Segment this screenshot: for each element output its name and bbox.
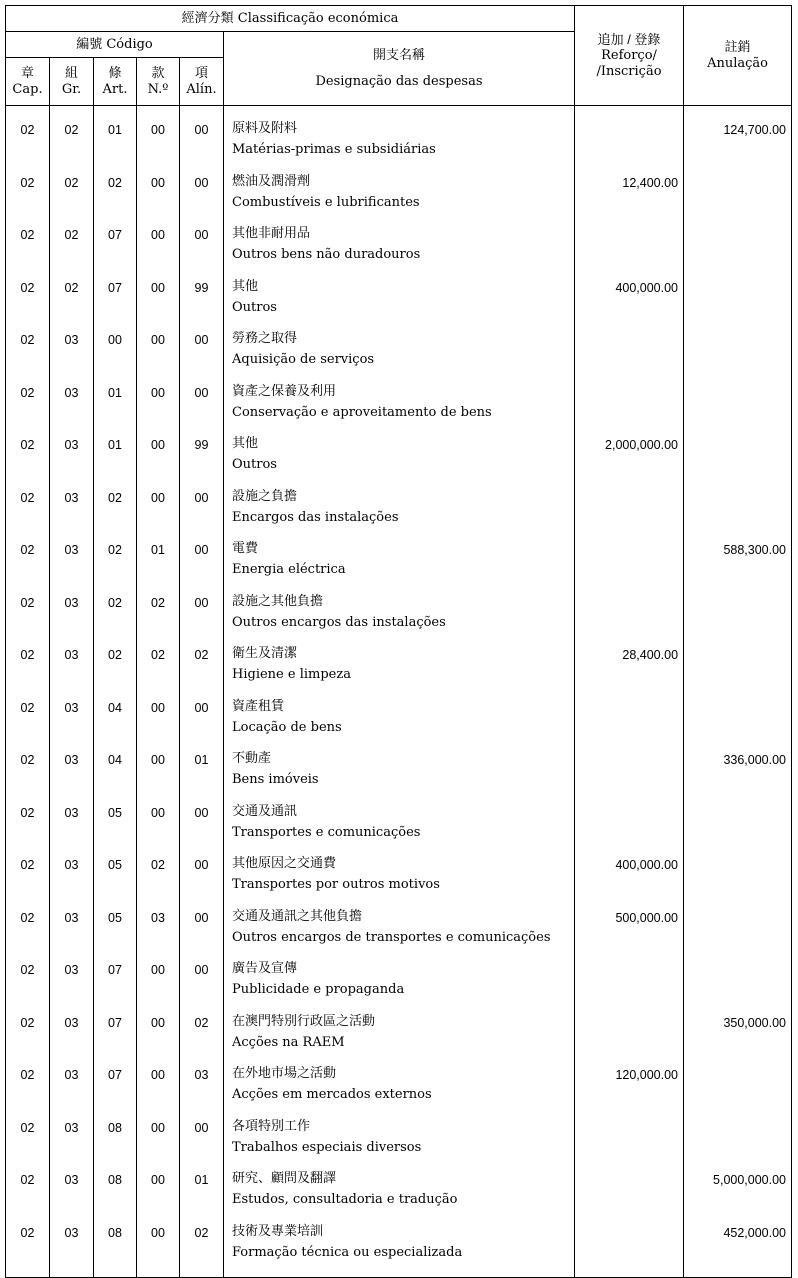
designation-zh: 資產之保養及利用 bbox=[232, 383, 337, 399]
designation-pt: Acções em mercados externos bbox=[232, 1087, 432, 1102]
code-no: 00 bbox=[137, 274, 180, 327]
table-row bbox=[6, 326, 792, 379]
code-art: 04 bbox=[94, 694, 137, 747]
col-cap-header bbox=[6, 58, 50, 106]
table-row bbox=[6, 379, 792, 432]
code-art: 07 bbox=[94, 274, 137, 327]
code-gr: 03 bbox=[50, 1166, 94, 1219]
designation-cell bbox=[224, 484, 575, 537]
code-art: 07 bbox=[94, 1009, 137, 1062]
anulacao-amount bbox=[684, 379, 792, 432]
code-art: 08 bbox=[94, 1219, 137, 1272]
code-art: 01 bbox=[94, 116, 137, 169]
code-alin: 01 bbox=[180, 1166, 224, 1219]
code-alin: 02 bbox=[180, 1219, 224, 1272]
code-no: 00 bbox=[137, 169, 180, 222]
code-art: 07 bbox=[94, 1061, 137, 1114]
code-cap: 02 bbox=[6, 799, 50, 852]
code-alin: 03 bbox=[180, 1061, 224, 1114]
code-gr: 03 bbox=[50, 799, 94, 852]
code-cap: 02 bbox=[6, 1114, 50, 1167]
reforco-amount: 400,000.00 bbox=[575, 274, 684, 327]
codigo-header bbox=[6, 32, 224, 58]
anulacao-amount bbox=[684, 431, 792, 484]
code-no: 00 bbox=[137, 431, 180, 484]
reforco-header bbox=[575, 6, 684, 106]
col-alin-header bbox=[180, 58, 224, 106]
anulacao-header bbox=[684, 6, 792, 106]
code-gr: 02 bbox=[50, 116, 94, 169]
reforco-amount bbox=[575, 799, 684, 852]
designation-cell bbox=[224, 1114, 575, 1167]
reforco-amount bbox=[575, 956, 684, 1009]
code-gr: 03 bbox=[50, 956, 94, 1009]
designation-pt: Aquisição de serviços bbox=[232, 352, 375, 367]
reforco-amount: 400,000.00 bbox=[575, 851, 684, 904]
reforco-amount bbox=[575, 326, 684, 379]
designation-pt: Higiene e limpeza bbox=[232, 667, 351, 682]
anulacao-amount: 124,700.00 bbox=[684, 116, 792, 169]
code-cap: 02 bbox=[6, 116, 50, 169]
designation-zh: 各項特別工作 bbox=[232, 1118, 311, 1134]
code-art: 07 bbox=[94, 221, 137, 274]
col-no-zh: 款 bbox=[151, 65, 165, 81]
code-no: 00 bbox=[137, 116, 180, 169]
reforco-amount bbox=[575, 484, 684, 537]
designation-cell bbox=[224, 536, 575, 589]
table-row bbox=[6, 589, 792, 642]
anulacao-amount: 336,000.00 bbox=[684, 746, 792, 799]
code-gr: 03 bbox=[50, 589, 94, 642]
code-cap: 02 bbox=[6, 379, 50, 432]
designation-zh: 資產租賃 bbox=[232, 698, 285, 714]
designation-pt: Locação de bens bbox=[232, 719, 342, 735]
table-row bbox=[6, 1114, 792, 1167]
reforco-amount bbox=[575, 1166, 684, 1219]
col-alin-pt: Alín. bbox=[186, 81, 217, 97]
anulacao-amount bbox=[684, 484, 792, 537]
designation-zh: 廣告及宣傳 bbox=[232, 961, 298, 976]
code-cap: 02 bbox=[6, 221, 50, 274]
col-cap-zh: 章 bbox=[20, 65, 34, 81]
col-no-header bbox=[137, 58, 180, 106]
designation-cell bbox=[224, 589, 575, 642]
anulacao-amount bbox=[684, 1061, 792, 1114]
designation-zh: 原料及附料 bbox=[232, 121, 298, 136]
classification-label: 經濟分類 Classificação económica bbox=[181, 10, 399, 26]
designation-zh: 技術及專業培訓 bbox=[232, 1223, 324, 1239]
designation-cell bbox=[224, 326, 575, 379]
code-gr: 03 bbox=[50, 431, 94, 484]
code-alin: 99 bbox=[180, 431, 224, 484]
designation-pt: Outros encargos de transportes e comunicações bbox=[232, 929, 551, 945]
code-gr: 03 bbox=[50, 536, 94, 589]
code-gr: 03 bbox=[50, 904, 94, 957]
designation-header bbox=[224, 32, 575, 106]
code-alin: 00 bbox=[180, 221, 224, 274]
code-alin: 00 bbox=[180, 694, 224, 747]
designation-cell bbox=[224, 799, 575, 852]
designation-pt: Publicidade e propaganda bbox=[232, 982, 405, 997]
code-alin: 99 bbox=[180, 274, 224, 327]
table-row bbox=[6, 116, 792, 169]
code-gr: 03 bbox=[50, 851, 94, 904]
budget-table bbox=[5, 5, 792, 1278]
designation-zh: 其他 bbox=[232, 436, 259, 451]
code-no: 00 bbox=[137, 1219, 180, 1272]
code-art: 08 bbox=[94, 1114, 137, 1167]
code-art: 01 bbox=[94, 379, 137, 432]
code-gr: 03 bbox=[50, 694, 94, 747]
designation-cell bbox=[224, 169, 575, 222]
reforco-amount bbox=[575, 536, 684, 589]
code-no: 00 bbox=[137, 694, 180, 747]
anulacao-amount: 5,000,000.00 bbox=[684, 1166, 792, 1219]
code-no: 00 bbox=[137, 956, 180, 1009]
code-art: 05 bbox=[94, 851, 137, 904]
code-art: 02 bbox=[94, 589, 137, 642]
code-gr: 03 bbox=[50, 746, 94, 799]
code-cap: 02 bbox=[6, 589, 50, 642]
designation-pt: Outros bbox=[232, 457, 277, 472]
anulacao-amount: 588,300.00 bbox=[684, 536, 792, 589]
table-row bbox=[6, 1219, 792, 1272]
anulacao-amount bbox=[684, 799, 792, 852]
code-cap: 02 bbox=[6, 1166, 50, 1219]
code-gr: 03 bbox=[50, 641, 94, 694]
table-row bbox=[6, 851, 792, 904]
reforco-amount bbox=[575, 589, 684, 642]
reforco-amount bbox=[575, 379, 684, 432]
code-cap: 02 bbox=[6, 641, 50, 694]
code-cap: 02 bbox=[6, 694, 50, 747]
code-alin: 00 bbox=[180, 851, 224, 904]
code-cap: 02 bbox=[6, 1061, 50, 1114]
table-row bbox=[6, 694, 792, 747]
designation-zh: 電費 bbox=[232, 541, 259, 556]
anulacao-amount: 350,000.00 bbox=[684, 1009, 792, 1062]
designation-pt: Encargos das instalações bbox=[232, 509, 399, 525]
code-no: 00 bbox=[137, 1009, 180, 1062]
designation-cell bbox=[224, 746, 575, 799]
designation-zh: 在外地市場之活動 bbox=[232, 1066, 337, 1081]
code-gr: 03 bbox=[50, 1219, 94, 1272]
anulacao-amount bbox=[684, 589, 792, 642]
reforco-amount: 28,400.00 bbox=[575, 641, 684, 694]
reforco-amount: 12,400.00 bbox=[575, 169, 684, 222]
designation-zh: 其他 bbox=[232, 278, 259, 294]
classification-header bbox=[6, 6, 575, 32]
code-alin: 00 bbox=[180, 956, 224, 1009]
code-cap: 02 bbox=[6, 326, 50, 379]
code-no: 00 bbox=[137, 799, 180, 852]
reforco-amount bbox=[575, 221, 684, 274]
table-row bbox=[6, 431, 792, 484]
reforco-zh: 追加 / 登錄 bbox=[597, 31, 661, 47]
code-art: 04 bbox=[94, 746, 137, 799]
designation-cell bbox=[224, 274, 575, 327]
col-art-header bbox=[94, 58, 137, 106]
designation-pt: Outros bens não duradouros bbox=[232, 247, 421, 262]
designation-cell bbox=[224, 904, 575, 957]
code-no: 00 bbox=[137, 1061, 180, 1114]
table-row bbox=[6, 484, 792, 537]
reforco-amount bbox=[575, 694, 684, 747]
code-alin: 00 bbox=[180, 1114, 224, 1167]
code-gr: 02 bbox=[50, 221, 94, 274]
table-row bbox=[6, 1009, 792, 1062]
code-cap: 02 bbox=[6, 274, 50, 327]
code-cap: 02 bbox=[6, 536, 50, 589]
code-no: 02 bbox=[137, 851, 180, 904]
reforco-amount bbox=[575, 1114, 684, 1167]
designation-zh: 勞務之取得 bbox=[232, 331, 298, 346]
designation-pt: Acções na RAEM bbox=[232, 1034, 345, 1050]
designation-pt: Formação técnica ou especializada bbox=[232, 1244, 463, 1260]
code-gr: 02 bbox=[50, 169, 94, 222]
designation-pt: Estudos, consultadoria e tradução bbox=[232, 1192, 458, 1207]
designation-pt: Energia eléctrica bbox=[232, 562, 346, 577]
reforco-pt1: Reforço/ bbox=[601, 47, 657, 63]
anulacao-pt: Anulação bbox=[707, 55, 768, 71]
designation-cell bbox=[224, 1219, 575, 1272]
designation-cell bbox=[224, 641, 575, 694]
reforco-amount: 2,000,000.00 bbox=[575, 431, 684, 484]
code-alin: 00 bbox=[180, 799, 224, 852]
code-no: 00 bbox=[137, 746, 180, 799]
anulacao-amount bbox=[684, 221, 792, 274]
code-no: 02 bbox=[137, 641, 180, 694]
designation-pt: Matérias-primas e subsidiárias bbox=[232, 142, 436, 157]
table-row bbox=[6, 1061, 792, 1114]
reforco-amount bbox=[575, 746, 684, 799]
col-alin-zh: 項 bbox=[194, 65, 208, 81]
code-cap: 02 bbox=[6, 746, 50, 799]
anulacao-amount bbox=[684, 851, 792, 904]
code-gr: 03 bbox=[50, 1061, 94, 1114]
designation-cell bbox=[224, 221, 575, 274]
code-cap: 02 bbox=[6, 956, 50, 1009]
anulacao-amount: 452,000.00 bbox=[684, 1219, 792, 1272]
code-alin: 00 bbox=[180, 116, 224, 169]
code-cap: 02 bbox=[6, 1219, 50, 1272]
code-art: 02 bbox=[94, 641, 137, 694]
anulacao-amount bbox=[684, 694, 792, 747]
designation-zh: 開支名稱 bbox=[373, 47, 426, 63]
designation-zh: 研究、顧問及翻譯 bbox=[232, 1171, 337, 1186]
designation-zh: 衛生及清潔 bbox=[232, 646, 298, 661]
code-art: 02 bbox=[94, 169, 137, 222]
reforco-amount: 120,000.00 bbox=[575, 1061, 684, 1114]
code-alin: 00 bbox=[180, 589, 224, 642]
code-no: 00 bbox=[137, 221, 180, 274]
code-gr: 02 bbox=[50, 274, 94, 327]
col-gr-header bbox=[50, 58, 94, 106]
code-alin: 01 bbox=[180, 746, 224, 799]
anulacao-amount bbox=[684, 274, 792, 327]
designation-zh: 不動產 bbox=[232, 751, 272, 766]
code-art: 00 bbox=[94, 326, 137, 379]
col-gr-pt: Gr. bbox=[61, 81, 82, 97]
designation-cell bbox=[224, 851, 575, 904]
code-alin: 00 bbox=[180, 904, 224, 957]
designation-pt: Designação das despesas bbox=[315, 73, 483, 89]
designation-zh: 設施之其他負擔 bbox=[232, 593, 324, 609]
col-cap-pt: Cap. bbox=[12, 81, 43, 97]
code-art: 02 bbox=[94, 536, 137, 589]
reforco-amount bbox=[575, 1009, 684, 1062]
table-row bbox=[6, 641, 792, 694]
code-cap: 02 bbox=[6, 851, 50, 904]
table-row bbox=[6, 169, 792, 222]
anulacao-zh: 註銷 bbox=[724, 39, 751, 55]
code-alin: 02 bbox=[180, 1009, 224, 1062]
code-no: 01 bbox=[137, 536, 180, 589]
designation-zh: 其他非耐用品 bbox=[232, 226, 311, 241]
code-art: 05 bbox=[94, 799, 137, 852]
designation-pt: Transportes e comunicações bbox=[232, 824, 421, 840]
code-cap: 02 bbox=[6, 904, 50, 957]
table-row bbox=[6, 274, 792, 327]
code-cap: 02 bbox=[6, 431, 50, 484]
col-art-zh: 條 bbox=[108, 65, 122, 81]
codigo-label: 編號 Código bbox=[76, 36, 153, 52]
code-cap: 02 bbox=[6, 169, 50, 222]
designation-cell bbox=[224, 379, 575, 432]
designation-cell bbox=[224, 956, 575, 1009]
table-row bbox=[6, 904, 792, 957]
code-no: 00 bbox=[137, 484, 180, 537]
designation-pt: Transportes por outros motivos bbox=[232, 877, 440, 892]
designation-pt: Conservação e aproveitamento de bens bbox=[232, 404, 492, 420]
reforco-amount bbox=[575, 1219, 684, 1272]
code-alin: 00 bbox=[180, 484, 224, 537]
code-art: 07 bbox=[94, 956, 137, 1009]
col-no-pt: N.º bbox=[147, 81, 169, 97]
designation-zh: 交通及通訊之其他負擔 bbox=[232, 908, 363, 924]
col-art-pt: Art. bbox=[102, 81, 128, 97]
designation-cell bbox=[224, 431, 575, 484]
designation-cell bbox=[224, 694, 575, 747]
code-no: 00 bbox=[137, 379, 180, 432]
anulacao-amount bbox=[684, 1114, 792, 1167]
designation-pt: Outros bbox=[232, 299, 277, 315]
designation-pt: Outros encargos das instalações bbox=[232, 614, 446, 630]
reforco-amount bbox=[575, 116, 684, 169]
designation-zh: 在澳門特別行政區之活動 bbox=[232, 1013, 376, 1029]
code-no: 02 bbox=[137, 589, 180, 642]
designation-zh: 交通及通訊 bbox=[232, 803, 298, 819]
code-alin: 00 bbox=[180, 169, 224, 222]
anulacao-amount bbox=[684, 904, 792, 957]
code-no: 00 bbox=[137, 1166, 180, 1219]
code-gr: 03 bbox=[50, 484, 94, 537]
code-cap: 02 bbox=[6, 1009, 50, 1062]
code-no: 00 bbox=[137, 326, 180, 379]
code-alin: 00 bbox=[180, 536, 224, 589]
table-row bbox=[6, 746, 792, 799]
code-art: 05 bbox=[94, 904, 137, 957]
designation-zh: 設施之負擔 bbox=[232, 488, 298, 504]
code-cap: 02 bbox=[6, 484, 50, 537]
anulacao-amount bbox=[684, 641, 792, 694]
code-no: 00 bbox=[137, 1114, 180, 1167]
reforco-pt2: /Inscrição bbox=[596, 63, 662, 79]
table-row bbox=[6, 221, 792, 274]
table-row bbox=[6, 799, 792, 852]
code-art: 08 bbox=[94, 1166, 137, 1219]
code-gr: 03 bbox=[50, 1009, 94, 1062]
anulacao-amount bbox=[684, 326, 792, 379]
code-art: 02 bbox=[94, 484, 137, 537]
designation-zh: 其他原因之交通費 bbox=[232, 856, 337, 871]
code-art: 01 bbox=[94, 431, 137, 484]
designation-zh: 燃油及潤滑劑 bbox=[232, 173, 311, 189]
code-gr: 03 bbox=[50, 1114, 94, 1167]
col-gr-zh: 組 bbox=[64, 65, 78, 81]
code-gr: 03 bbox=[50, 326, 94, 379]
designation-pt: Bens imóveis bbox=[232, 772, 319, 787]
table-row bbox=[6, 956, 792, 1009]
table-row bbox=[6, 536, 792, 589]
anulacao-amount bbox=[684, 956, 792, 1009]
code-no: 03 bbox=[137, 904, 180, 957]
code-gr: 03 bbox=[50, 379, 94, 432]
code-alin: 00 bbox=[180, 326, 224, 379]
code-alin: 00 bbox=[180, 379, 224, 432]
designation-cell bbox=[224, 116, 575, 169]
designation-cell bbox=[224, 1166, 575, 1219]
reforco-amount: 500,000.00 bbox=[575, 904, 684, 957]
code-alin: 02 bbox=[180, 641, 224, 694]
designation-cell bbox=[224, 1009, 575, 1062]
anulacao-amount bbox=[684, 169, 792, 222]
designation-cell bbox=[224, 1061, 575, 1114]
table-row bbox=[6, 1166, 792, 1219]
designation-pt: Trabalhos especiais diversos bbox=[232, 1139, 422, 1155]
designation-pt: Combustíveis e lubrificantes bbox=[232, 194, 420, 210]
